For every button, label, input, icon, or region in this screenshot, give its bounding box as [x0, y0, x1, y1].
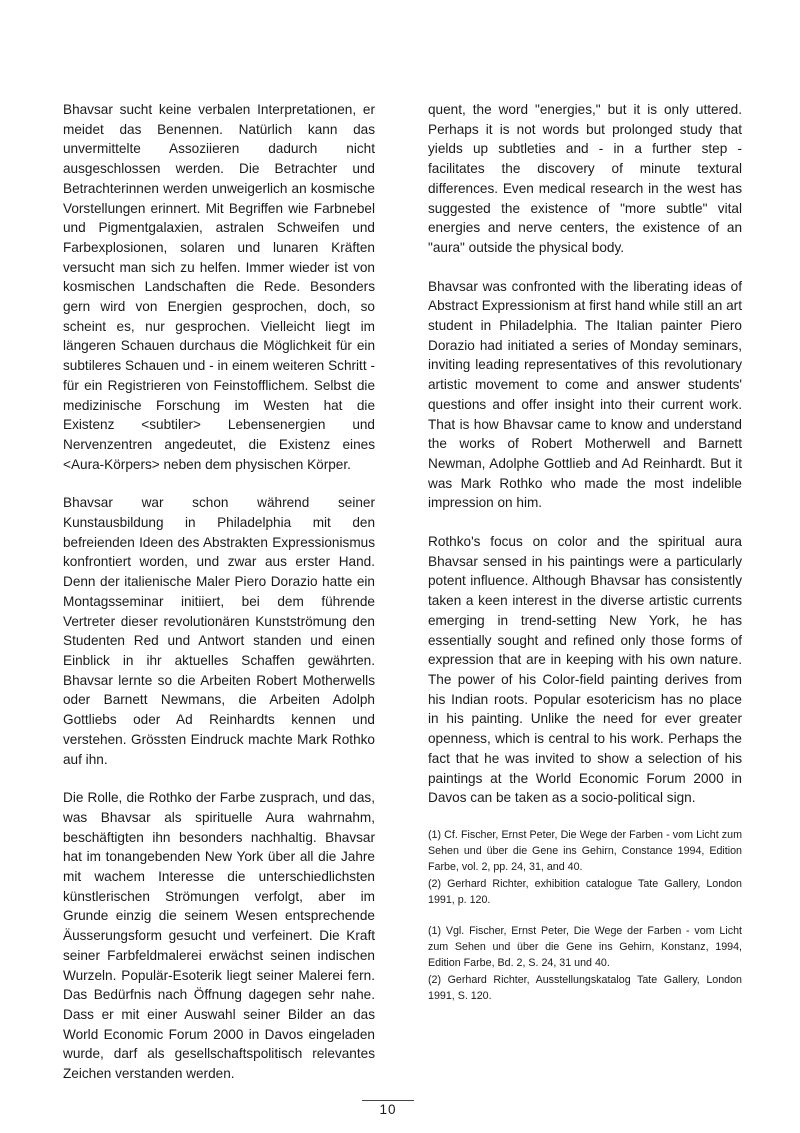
footnote-en-2: (2) Gerhard Richter, exhibition catalogue Tate Gallery, London 1991, p. 120.	[428, 877, 742, 906]
english-paragraph-2: Bhavsar was confronted with the liberating ideas of Abstract Expressionism at first hand while still an art student in Philadelphia. The Italian painter Piero Dorazio had initiated a series of Monday seminars, inviting leading representatives of this revolutionary artistic movement to come and answer students' questions and offer insight into their current work. That is how Bhavsar came to know and understand the works of Robert Motherwell and Barnett Newman, Adolphe Gottlieb and Ad Reinhardt. But it was Mark Rothko who made the most indelible impression on him.	[428, 278, 742, 511]
german-paragraph-2: Bhavsar war schon während seiner Kunstausbildung in Philadelphia mit den befreienden Ideen des Abstrakten Expressionismus konfrontiert worden, und zwar aus erster Hand. Denn der italienische Maler Piero Dorazio hatte ein Montagsseminar initiiert, bei dem führende Vertreter dieser revolutionären Kunstströmung den Studenten Red und Antwort standen und einen Einblick in ihr aktuelles Schaffen gewährten. Bhavsar lernte so die Arbeiten Robert Motherwells oder Barnett Newmans, die Arbeiten Adolph Gottliebs oder Ad Reinhardts kennen und verstehen. Grössten Eindruck machte Mark Rothko auf ihn.	[63, 495, 375, 767]
german-paragraph-3: Die Rolle, die Rothko der Farbe zusprach, und das, was Bhavsar als spirituelle Aura wahrnahm, beschäftigten ihn besonders nachhaltig. Bhavsar hat im tonangebenden New York über all die Jahre mit wachem Interesse die unterschiedlichsten künstlerischen Strömungen verfolgt, aber im Grunde einzig die seinem Wesen entsprechende Äusserungsform gesucht und verfeinert. Die Kraft seiner Farbfeldmalerei erwächst seinen indischen Wurzeln. Populär-Esoterik liegt seiner Malerei fern. Das Bedürfnis nach Öffnung dagegen sehr nahe. Dass er mit einer Auswahl seiner Bilder an das World Economic Forum 2000 in Davos eingeladen wurde, darf als gesellschaftspolitisch relevantes Zeichen verstanden werden.	[63, 790, 375, 1082]
german-paragraph-1: Bhavsar sucht keine verbalen Interpretationen, er meidet das Benennen. Natürlich kann das unvermittelte Assoziieren dadurch nicht ausgeschlossen werden. Die Betrachter und Betrachterinnen werden unweigerlich an kosmische Vorstellungen erinnert. Mit Begriffen wie Farbnebel und Pigmentgalaxien, astralen Schweifen und Farbexplosionen, solaren und lunaren Kräften versucht man sich zu helfen. Immer wieder ist von kosmischen Landschaften die Rede. Besonders gern wird von Energien gesprochen, doch, so scheint es, nur gesprochen. Vielleicht liegt im längeren Schauen durchaus die Möglichkeit für ein subtileres Schauen und - in einem weiteren Schritt - für ein Registrieren von Feinstofflichem. Selbst die medizinische Forschung im Westen hat die Existenz <subtiler> Lebensenergien und Nervenzentren angedeutet, die Existenz eines <Aura-Körpers> neben dem physischen Körper.	[63, 102, 375, 472]
footnote-de-2: (2) Gerhard Richter, Ausstellungskatalog Tate Gallery, London 1991, S. 120.	[428, 973, 742, 1002]
english-column	[428, 100, 742, 1019]
english-paragraph-3: Rothko's focus on color and the spiritual aura Bhavsar sensed in his paintings were a particularly potent influence. Although Bhavsar has consistently taken a keen interest in the diverse artistic currents emerging in trend-setting New York, he has essentially sought and refined only those forms of expression that are in keeping with his own nature. The power of his Color-field painting derives from his Indian roots. Popular esotericism has no place in his painting. Unlike the need for ever greater openness, which is central to his work. Perhaps the fact that he was invited to show a selection of his paintings at the World Economic Forum 2000 in Davos can be taken as a socio-political sign.	[428, 534, 742, 806]
footnote-de-1: (1) Vgl. Fischer, Ernst Peter, Die Wege der Farben - vom Licht zum Sehen und über die Gene ins Gehirn, Konstanz, 1994, Edition Farbe, Bd. 2, S. 24, 31 und 40.	[428, 924, 742, 970]
page-number: 10	[379, 1102, 397, 1117]
english-paragraph-1: quent, the word "energies," but it is only uttered. Perhaps it is not words but prolonged study that yields up subtleties and - in a further step - facilitates the discovery of minute textural differences. Even medical research in the west has suggested the existence of "more subtle" vital energies and nerve centers, the existence of an "aura" outside the physical body.	[428, 102, 742, 255]
footer-rule	[362, 1100, 414, 1101]
footnotes	[428, 827, 742, 1004]
german-column	[63, 100, 375, 1103]
footnotes-english	[428, 827, 742, 908]
footnotes-german	[428, 923, 742, 1004]
footnote-en-1: (1) Cf. Fischer, Ernst Peter, Die Wege der Farben - vom Licht zum Sehen und über die Gene ins Gehirn, Constance 1994, Edition Farbe, vol. 2, pp. 24, 31, and 40.	[428, 828, 742, 874]
